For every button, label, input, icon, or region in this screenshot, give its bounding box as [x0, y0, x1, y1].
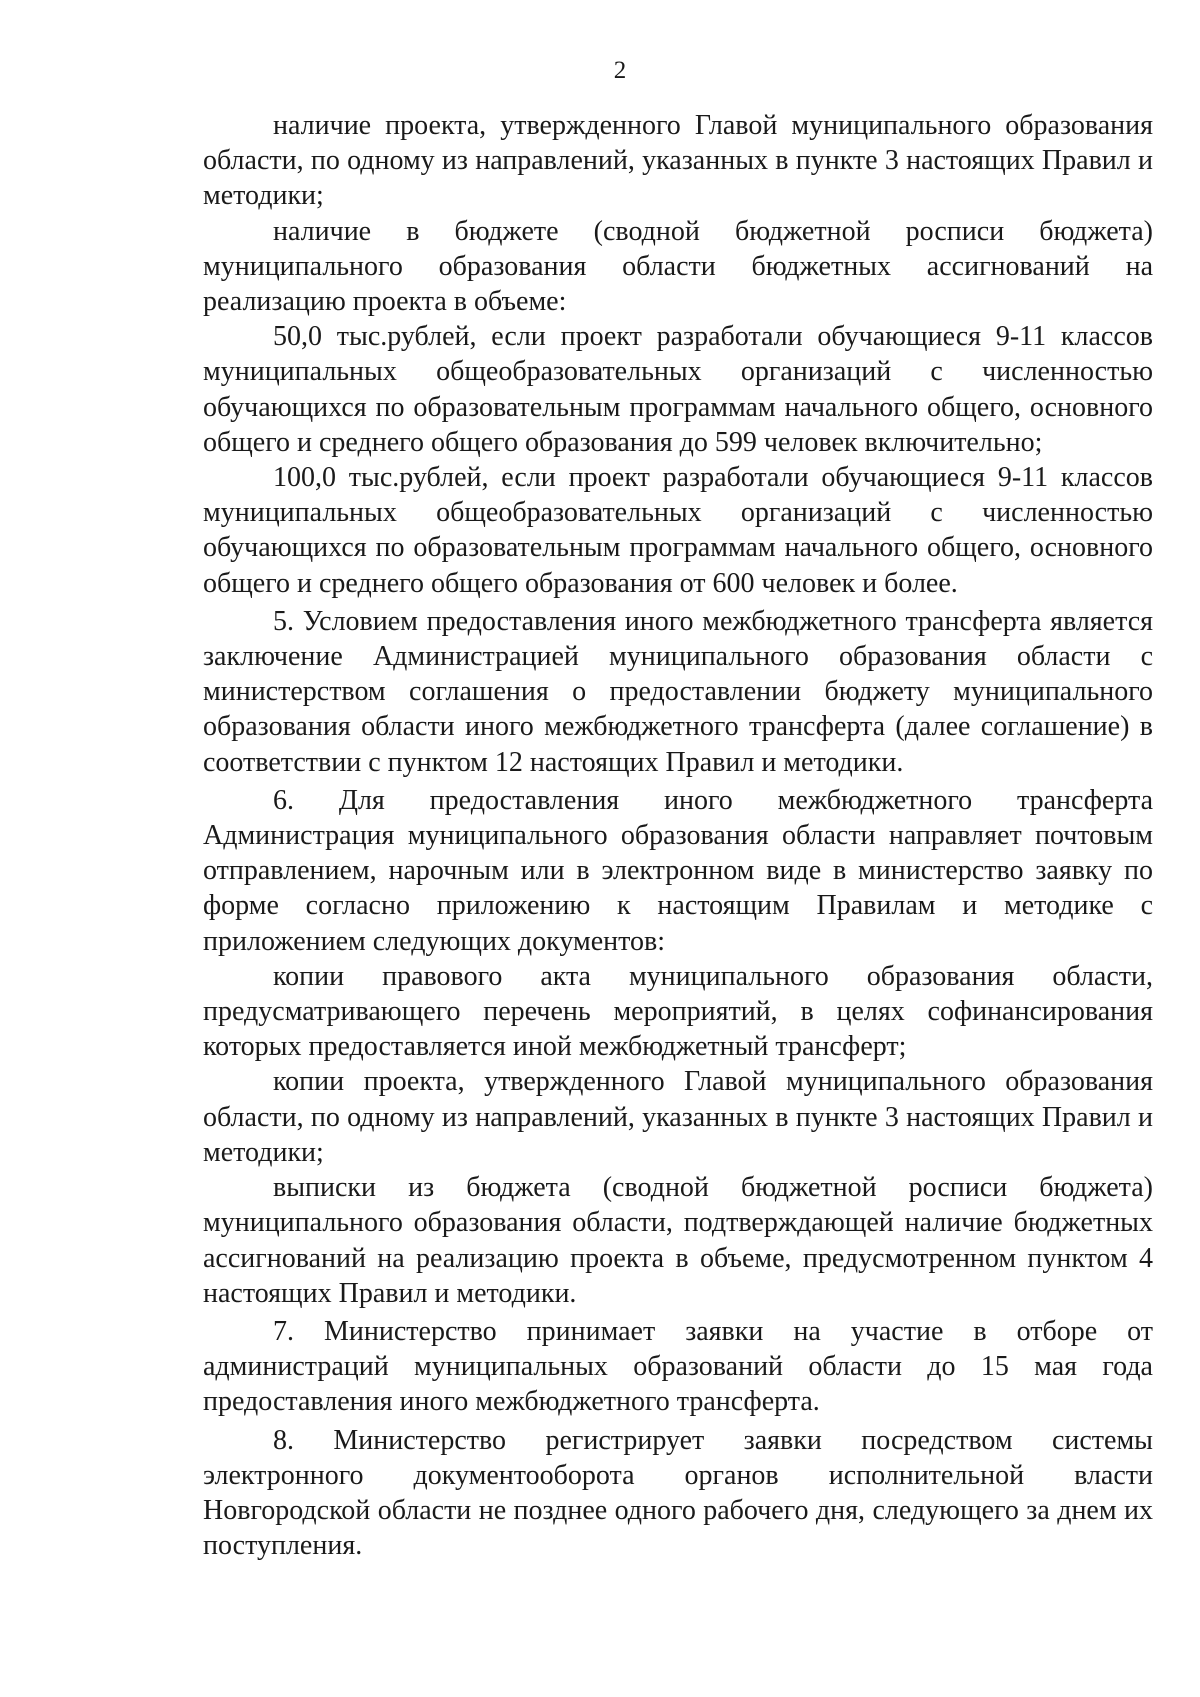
paragraph: копии проекта, утвержденного Главой муниципального образования области, по одному из направлений, указанных в пункте 3 настоящих Правил и методики;	[203, 1066, 1153, 1168]
paragraph: 100,0 тыс.рублей, если проект разработали обучающиеся 9-11 классов муниципальных общеобразовательных организаций с численностью обучающихся по образовательным программам начального общего, основного общего и среднего общего образования от 600 человек и более.	[203, 462, 1153, 599]
paragraph: 7. Министерство принимает заявки на участие в отборе от администраций муниципальных образований области до 15 мая года предоставления иного межбюджетного трансферта.	[203, 1315, 1153, 1418]
paragraph: 50,0 тыс.рублей, если проект разработали обучающиеся 9-11 классов муниципальных общеобразовательных организаций с численностью обучающихся по образовательным программам начального общего, основного общего и среднего общего образования до 599 человек включительно;	[203, 321, 1153, 458]
paragraph: 8. Министерство регистрирует заявки посредством системы электронного документооборота органов исполнительной власти Новгородской области не позднее одного рабочего дня, следующего за днем их поступления.	[203, 1424, 1153, 1562]
document-body	[203, 108, 1153, 1563]
page-number: 2	[613, 57, 627, 84]
paragraph: копии правового акта муниципального образования области, предусматривающего перечень мероприятий, в целях софинансирования которых предоставляется иной межбюджетный трансферт;	[203, 960, 1153, 1063]
paragraph: выписки из бюджета (сводной бюджетной росписи бюджета) муниципального образования области, подтверждающей наличие бюджетных ассигнований на реализацию проекта в объеме, предусмотренном пунктом 4 настоящих Правил и методики.	[203, 1172, 1153, 1309]
paragraph: наличие в бюджете (сводной бюджетной росписи бюджета) муниципального образования области бюджетных ассигнований на реализацию проекта в объеме:	[203, 215, 1153, 318]
paragraph: наличие проекта, утвержденного Главой муниципального образования области, по одному из направлений, указанных в пункте 3 настоящих Правил и методики;	[203, 110, 1153, 212]
paragraph: 6. Для предоставления иного межбюджетного трансферта Администрация муниципального образования области направляет почтовым отправлением, нарочным или в электронном виде в министерство заявку по форме согласно приложению к настоящим Правилам и методике с приложением следующих документов:	[203, 784, 1153, 957]
paragraph: 5. Условием предоставления иного межбюджетного трансферта является заключение Администрацией муниципального образования области с министерством соглашения о предоставлении бюджету муниципального образования области иного межбюджетного трансферта (далее соглашение) в соответствии с пунктом 12 настоящих Правил и методики.	[203, 605, 1153, 778]
